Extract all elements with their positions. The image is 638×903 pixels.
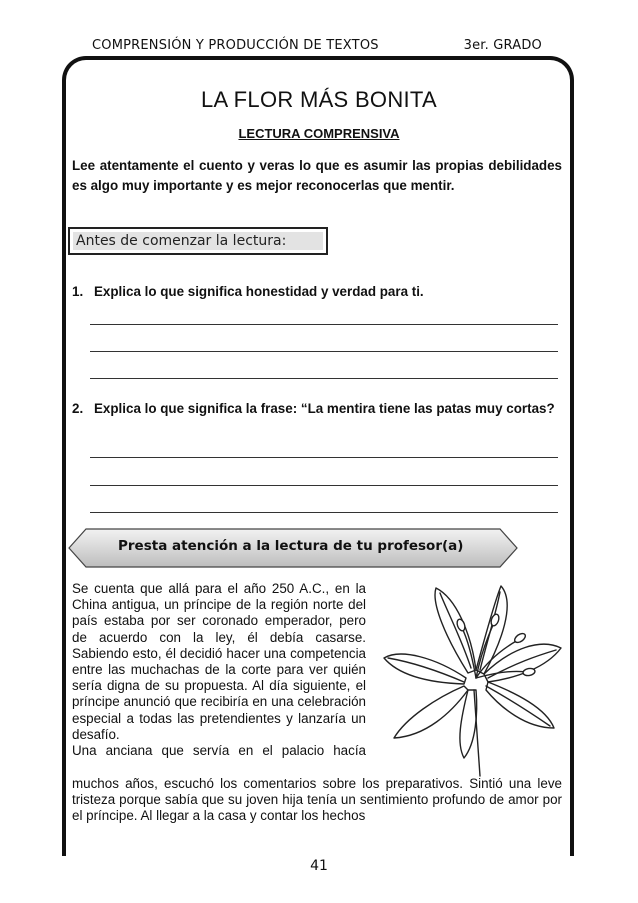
- answer-line[interactable]: [90, 378, 558, 379]
- page-title: LA FLOR MÁS BONITA: [200, 87, 438, 112]
- question-1-text: Explica lo que significa honestidad y verdad para ti.: [94, 284, 424, 299]
- story-text-narrow: [72, 581, 366, 759]
- before-reading-box: [68, 227, 328, 255]
- question-1-number: 1.: [72, 284, 84, 299]
- grade-label: 3er. GRADO: [463, 38, 542, 53]
- question-2-text: Explica lo que significa la frase: “La mentira tiene las patas muy cortas?: [94, 401, 555, 416]
- listen-banner: [68, 528, 518, 568]
- answer-line[interactable]: [90, 512, 558, 513]
- answer-line[interactable]: [90, 457, 558, 458]
- question-2-number: 2.: [72, 401, 84, 416]
- before-reading-label: Antes de comenzar la lectura:: [76, 233, 287, 249]
- story-paragraph-2-continued: muchos años, escuchó los comentarios sobre los preparativos. Sintió una leve tristeza porque sabía que su joven hija tenía un sentimiento profundo de amor por el príncipe. Al llegar a la casa y contar los hechos: [72, 776, 562, 824]
- answer-line[interactable]: [90, 485, 558, 486]
- answer-line[interactable]: [90, 324, 558, 325]
- flower-icon: [376, 578, 566, 778]
- story-paragraph-1: Se cuenta que allá para el año 250 A.C., en la China antigua, un príncipe de la región norte del país estaba por ser coronado emperador, pero de acuerdo con la ley, él debía casarse. Sabiendo esto, él decidió hacer una competencia entre las muchachas de la corte para ver quién sería digna de su propuesta. Al día siguiente, el príncipe anunció que recibiría en una celebración especial a todas las pretendientes y lanzaría un desafío.: [72, 581, 366, 742]
- page-subtitle: LECTURA COMPRENSIVA: [238, 126, 400, 141]
- course-name: COMPRENSIÓN Y PRODUCCIÓN DE TEXTOS: [92, 38, 379, 53]
- question-1: [72, 282, 562, 301]
- page-number: 41: [310, 858, 328, 874]
- answer-line[interactable]: [90, 351, 558, 352]
- banner-label: Presta atención a la lectura de tu profesor(a): [118, 538, 464, 554]
- story-text-wide: [72, 776, 562, 825]
- intro-instructions: Lee atentamente el cuento y veras lo que es asumir las propias debilidades es algo muy importante y es mejor reconocerlas que mentir.: [72, 158, 562, 193]
- question-2: [72, 399, 562, 418]
- story-paragraph-2-start: Una anciana que servía en el palacio hacía: [72, 743, 366, 759]
